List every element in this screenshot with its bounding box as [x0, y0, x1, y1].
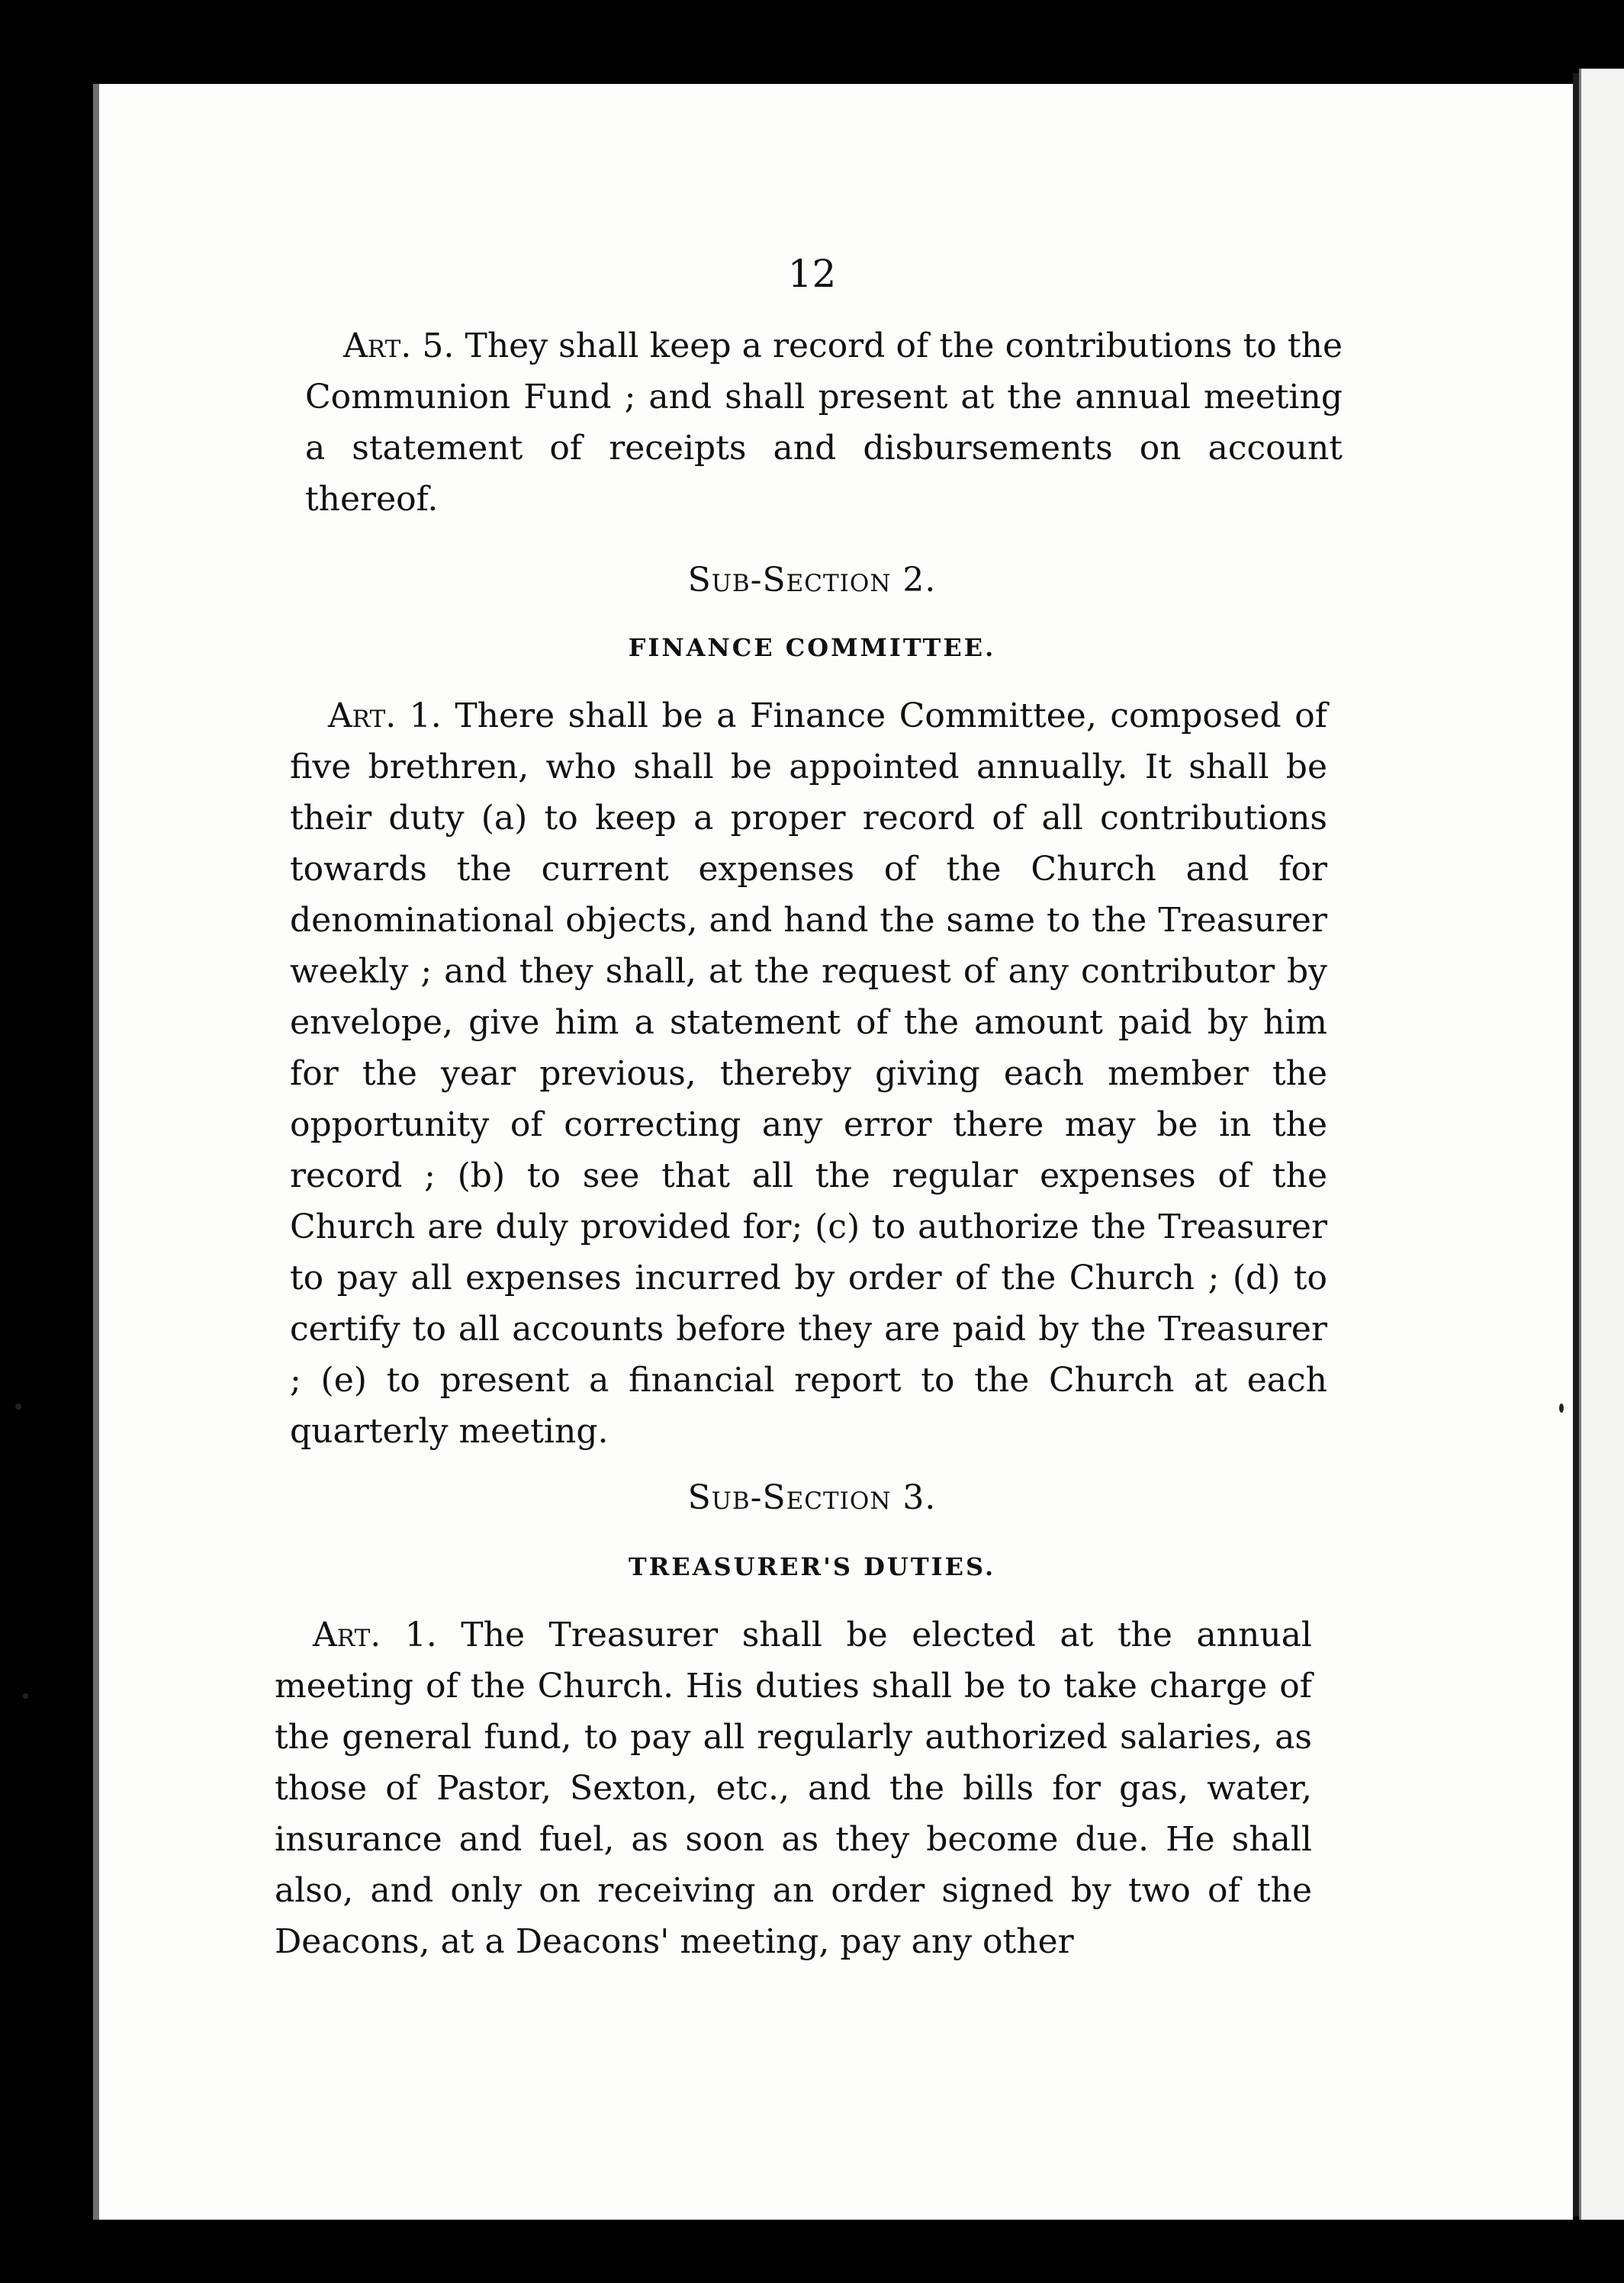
subsection-2-heading: Sub-Section 2. — [687, 561, 937, 600]
finance-committee-title: FINANCE COMMITTEE. — [628, 633, 996, 662]
article-5-paragraph — [305, 320, 1343, 525]
subsection-3-heading: Sub-Section 3. — [687, 1478, 937, 1517]
article-label: Art. 5. — [343, 326, 455, 365]
scan-speck — [23, 1693, 28, 1699]
scan-speck — [15, 1404, 21, 1410]
treasurers-duties-title: TREASURER'S DUTIES. — [628, 1552, 996, 1581]
article-label: Art. 1. — [328, 696, 442, 735]
adjacent-page-edge — [1579, 69, 1624, 2220]
article-label: Art. 1. — [313, 1616, 437, 1654]
treasurer-duties-paragraph — [275, 1609, 1312, 1967]
article-text: The Treasurer shall be elected at the annual meeting of the Church. His duties shall be to take charge of the general fund, to pay all regularly authorized salaries, as those of Pastor, Sexton, etc., and the bills for gas, water, insurance and fuel, as soon as they become due. He shall also, and only on receiving an order signed by two of the Deacons, at a Deacons' meeting, pay any other — [275, 1616, 1312, 1961]
page-gutter-shadow — [1573, 73, 1579, 2217]
article-text: There shall be a Finance Committee, composed of five brethren, who shall be appointed annually. It shall be their duty (a) to keep a proper record of all contributions towards the current expenses of the Church and for denominational objects, and hand the same to the Treasurer weekly ; and they shall, at the request of any contributor by envelope, give him a statement of the amount paid by him for the year previous, thereby giving each member the opportunity of correcting any error there may be in the record ; (b) to see that all the regular expenses of the Church are duly provided for; (c) to authorize the Treasurer to pay all expenses incurred by order of the Church ; (d) to certify to all accounts before they are paid by the Treasurer ; (e) to present a financial report to the Church at each quarterly meeting. — [290, 696, 1327, 1451]
article-text: They shall keep a record of the contributions to the Communion Fund ; and shall present at the annual meeting a statement of receipts and disbursements on account thereof. — [305, 326, 1343, 519]
finance-committee-paragraph — [290, 690, 1327, 1457]
scan-speck — [1559, 1404, 1564, 1413]
page-number: 12 — [787, 252, 837, 296]
